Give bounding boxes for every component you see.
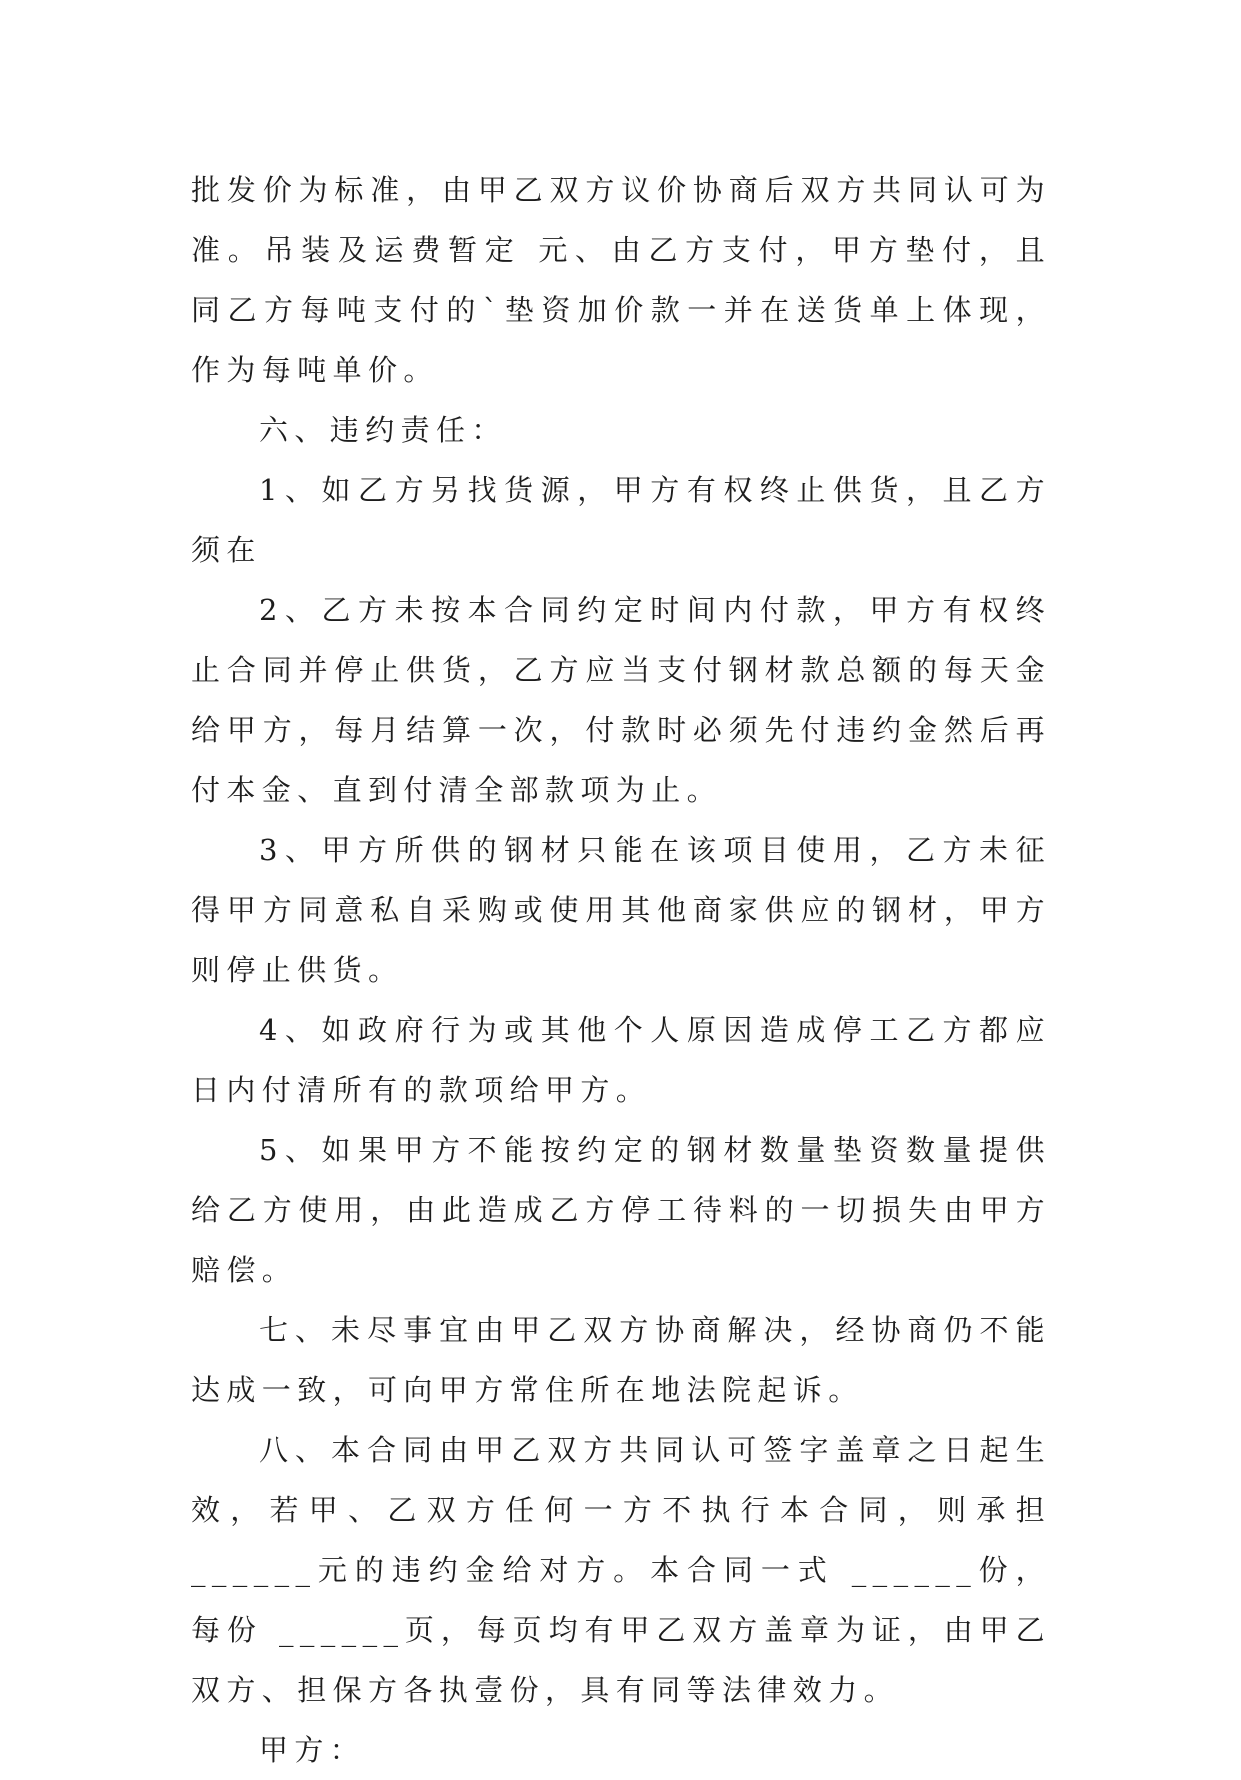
clause-1: 1、如乙方另找货源，甲方有权终止供货，且乙方须在 <box>191 473 1051 567</box>
paragraph-pricing: 批发价为标准，由甲乙双方议价协商后双方共同认可为准。吊装及运费暂定 元、由乙方支付，甲方垫付，且同乙方每吨支付的`垫资加价款一并在送货单上体现，作为每吨单价。 <box>191 173 1051 387</box>
clause-5: 5、如果甲方不能按约定的钢材数量垫资数量提供给乙方使用，由此造成乙方停工待料的一切损失由甲方赔偿。 <box>191 1133 1051 1287</box>
party-a-signature-label: 甲方： <box>259 1733 366 1767</box>
clause-3: 3、甲方所供的钢材只能在该项目使用，乙方未征得甲方同意私自采购或使用其他商家供应的钢材，甲方则停止供货。 <box>191 833 1051 987</box>
clause-2: 2、乙方未按本合同约定时间内付款，甲方有权终止合同并停止供货，乙方应当支付钢材款总额的每天金给甲方，每月结算一次，付款时必须先付违约金然后再付本金、直到付清全部款项为止。 <box>191 593 1051 807</box>
clause-4: 4、如政府行为或其他个人原因造成停工乙方都应日内付清所有的款项给甲方。 <box>191 1013 1051 1107</box>
document-body <box>191 160 1051 1780</box>
section-8-effectiveness: 八、本合同由甲乙双方共同认可签字盖章之日起生效，若甲、乙双方任何一方不执行本合同，则承担 ______元的违约金给对方。本合同一式 ______份，每份 ______页，每页均有甲乙双方盖章为证，由甲乙双方、担保方各执壹份，具有同等法律效力。 <box>191 1433 1051 1707</box>
section-7-dispute: 七、未尽事宜由甲乙双方协商解决，经协商仍不能达成一致，可向甲方常住所在地法院起诉。 <box>191 1313 1051 1407</box>
heading-breach-liability: 六、违约责任： <box>259 413 507 447</box>
